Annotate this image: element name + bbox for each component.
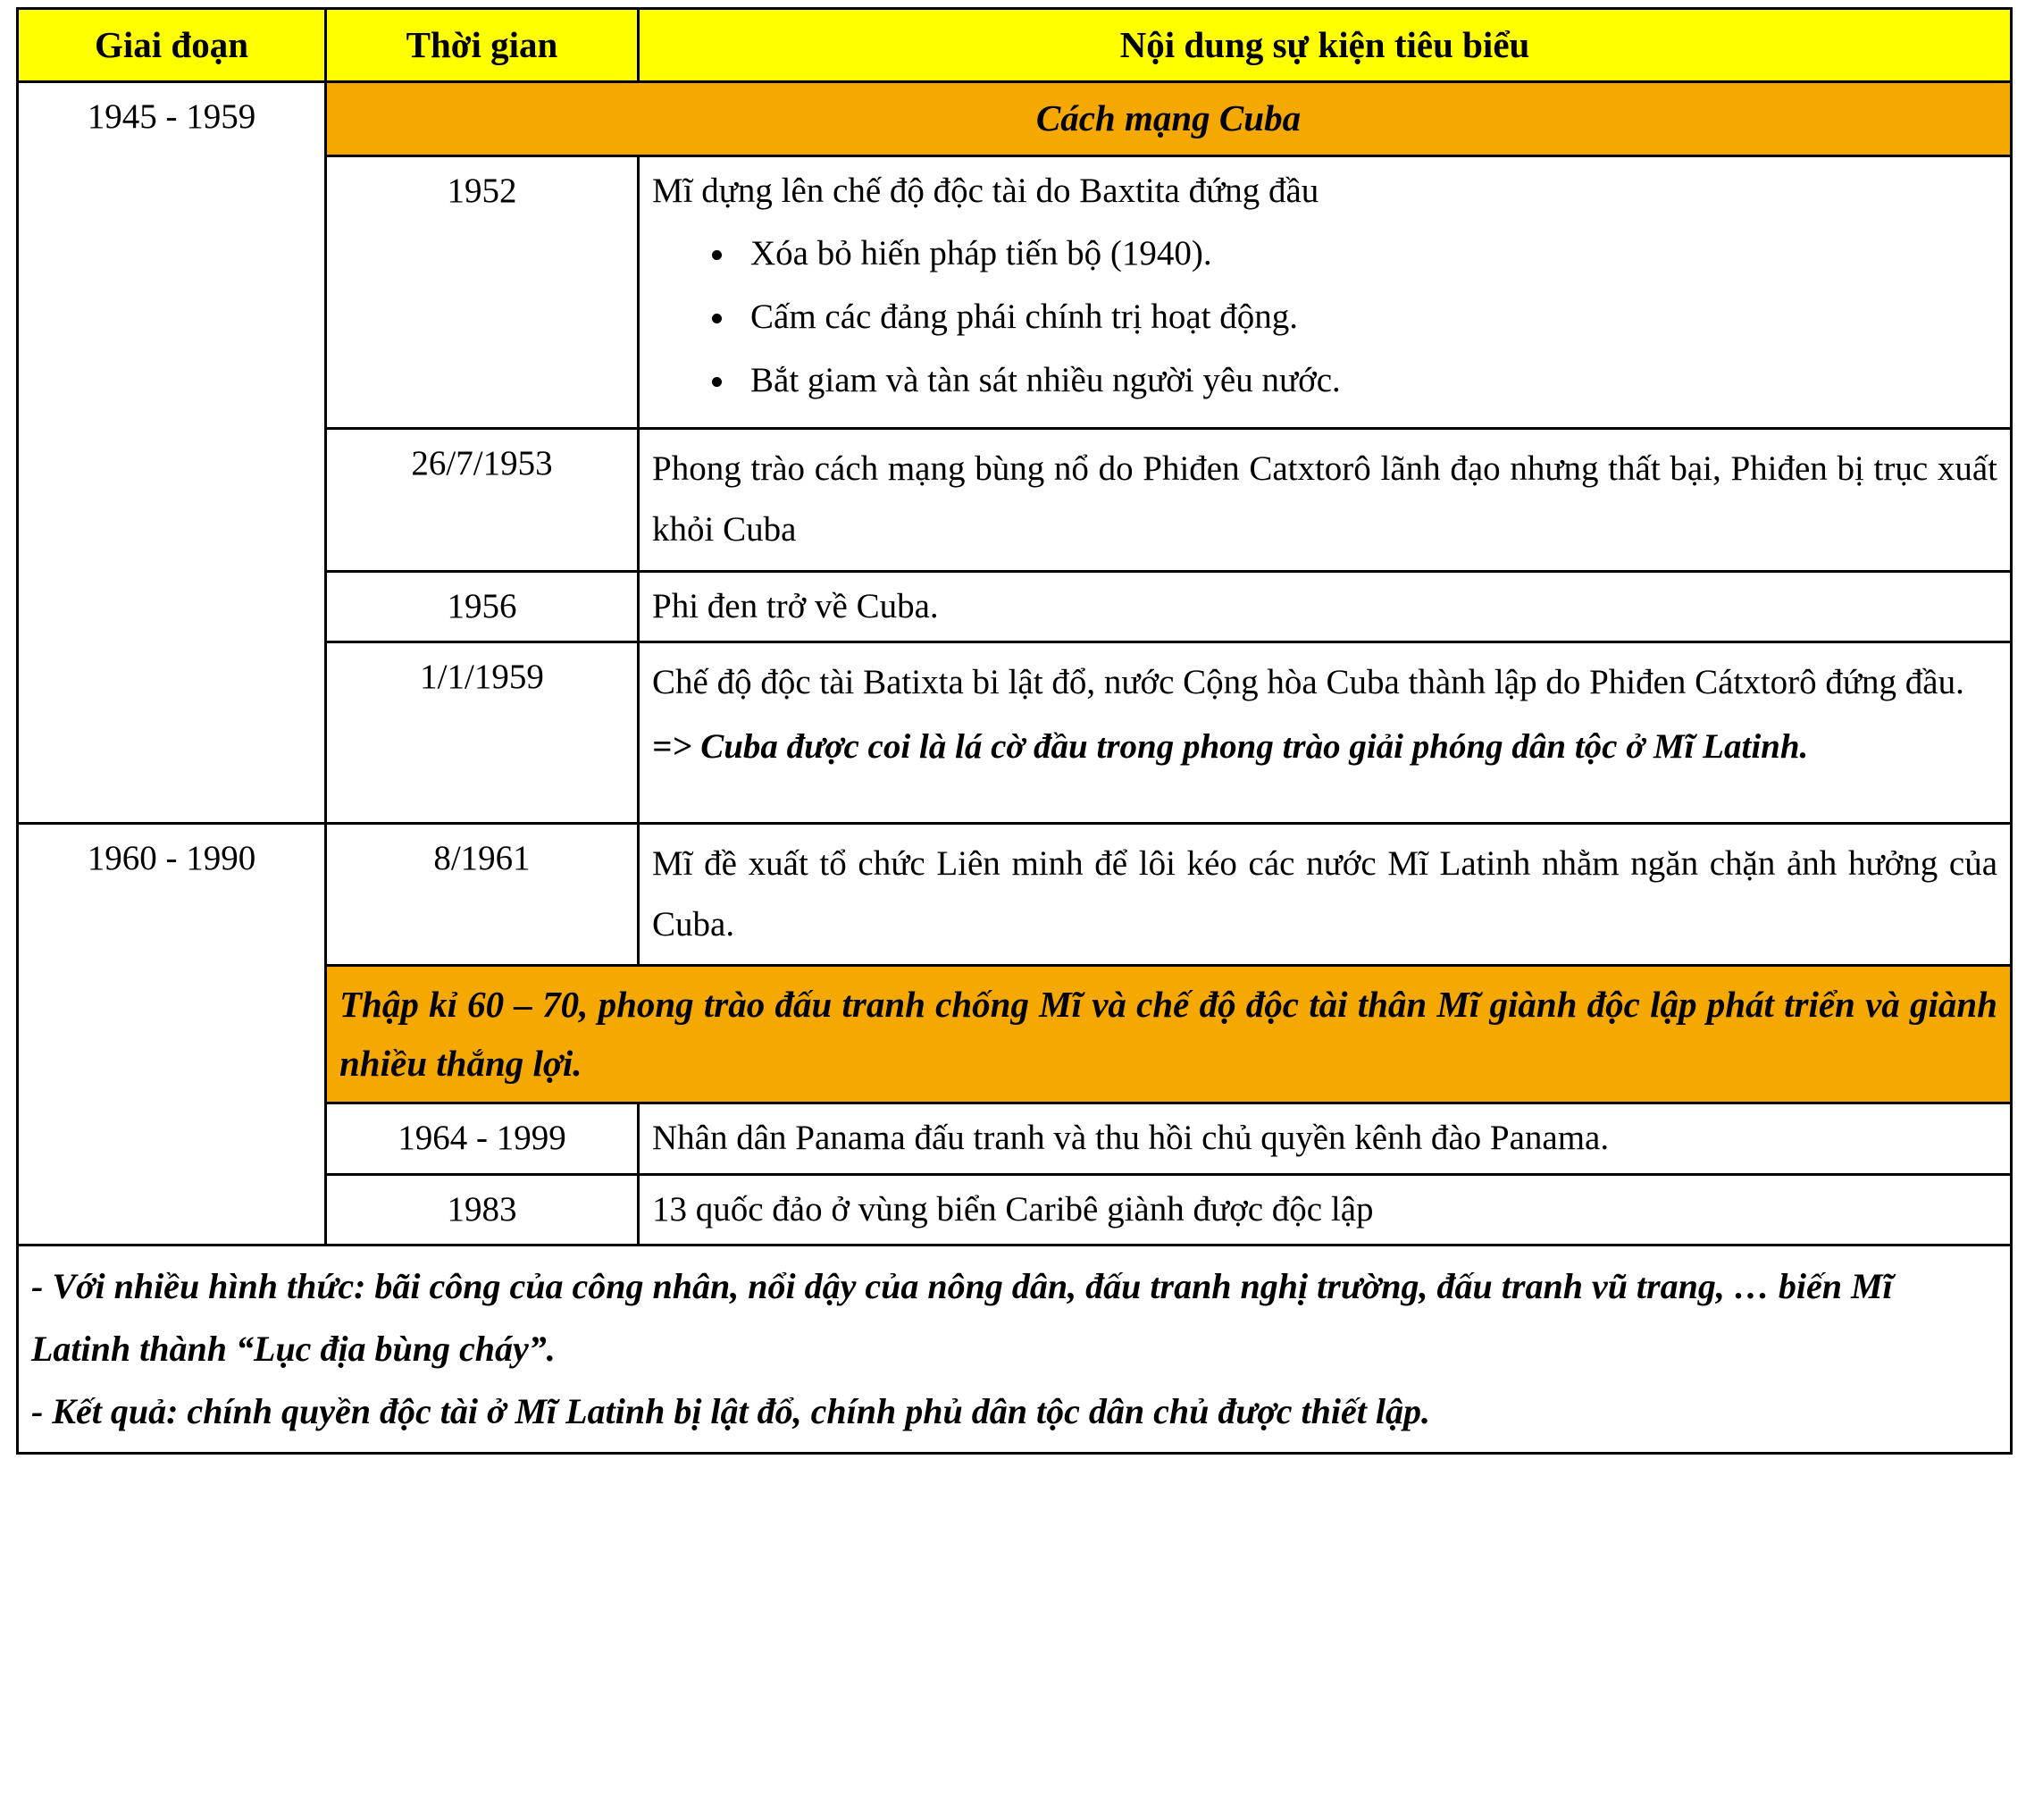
time-cell: 8/1961 [326,823,639,966]
content-cell: Phong trào cách mạng bùng nổ do Phiđen Catxtorô lãnh đạo nhưng thất bại, Phiđen bị trục xuất khỏi Cuba [639,429,2012,572]
column-header-content: Nội dung sự kiện tiêu biểu [639,9,2012,82]
content-note: => Cuba được coi là lá cờ đầu trong phong trào giải phóng dân tộc ở Mĩ Latinh. [652,727,1809,767]
events-table [16,7,2013,1455]
column-header-time: Thời gian [326,9,639,82]
content-cell: Nhân dân Panama đấu tranh và thu hồi chủ quyền kênh đào Panama. [639,1103,2012,1175]
time-cell: 1956 [326,571,639,642]
time-cell: 1/1/1959 [326,642,639,824]
time-cell: 1964 - 1999 [326,1103,639,1175]
list-item: • Cấm các đảng phái chính trị hoạt động. [738,292,1997,343]
content-lead: Chế độ độc tài Batixta bi lật đổ, nước Cộng hòa Cuba thành lập do Phiđen Cátxtorô đứng đầu. [652,663,1964,702]
content-lead: Mĩ dựng lên chế độ độc tài do Baxtita đứng đầu [652,171,1319,210]
time-cell: 1983 [326,1174,639,1245]
column-header-phase: Giai đoạn [18,9,326,82]
footer-line-result: - Kết quả: chính quyền độc tài ở Mĩ Latinh bị lật đổ, chính phủ dân tộc dân chủ được thiết lập. [31,1391,1430,1432]
content-cell [639,155,2012,428]
table-header-row [18,9,2012,82]
list-item: • Bắt giam và tàn sát nhiều người yêu nước. [738,356,1997,407]
list-item: • Xóa bỏ hiến pháp tiến bộ (1940). [738,229,1997,280]
time-cell: 26/7/1953 [326,429,639,572]
table-footer-row [18,1245,2012,1454]
content-cell: 13 quốc đảo ở vùng biển Caribê giành được độc lập [639,1174,2012,1245]
content-cell [639,642,2012,824]
section-title-row [18,82,2012,155]
footer-cell [18,1245,2012,1454]
phase-cell-1: 1945 - 1959 [18,82,326,823]
section-title-cuba: Cách mạng Cuba [326,82,2012,155]
footer-line-methods: - Với nhiều hình thức: bãi công của công nhân, nổi dậy của nông dân, đấu tranh nghị trường, đấu tranh vũ trang, … biến Mĩ Latinh thành “Lục địa bùng cháy”. [31,1266,1893,1370]
highlight-cell: Thập kỉ 60 – 70, phong trào đấu tranh chống Mĩ và chế độ độc tài thân Mĩ giành độc lập phát triển và giành nhiều thắng lợi. [326,966,2012,1103]
time-cell: 1952 [326,155,639,428]
content-cell: Phi đen trở về Cuba. [639,571,2012,642]
table-row [18,823,2012,966]
content-cell: Mĩ đề xuất tổ chức Liên minh để lôi kéo các nước Mĩ Latinh nhằm ngăn chặn ảnh hưởng của Cuba. [639,823,2012,966]
content-bullet-list [652,229,1997,406]
phase-cell-2: 1960 - 1990 [18,823,326,1245]
